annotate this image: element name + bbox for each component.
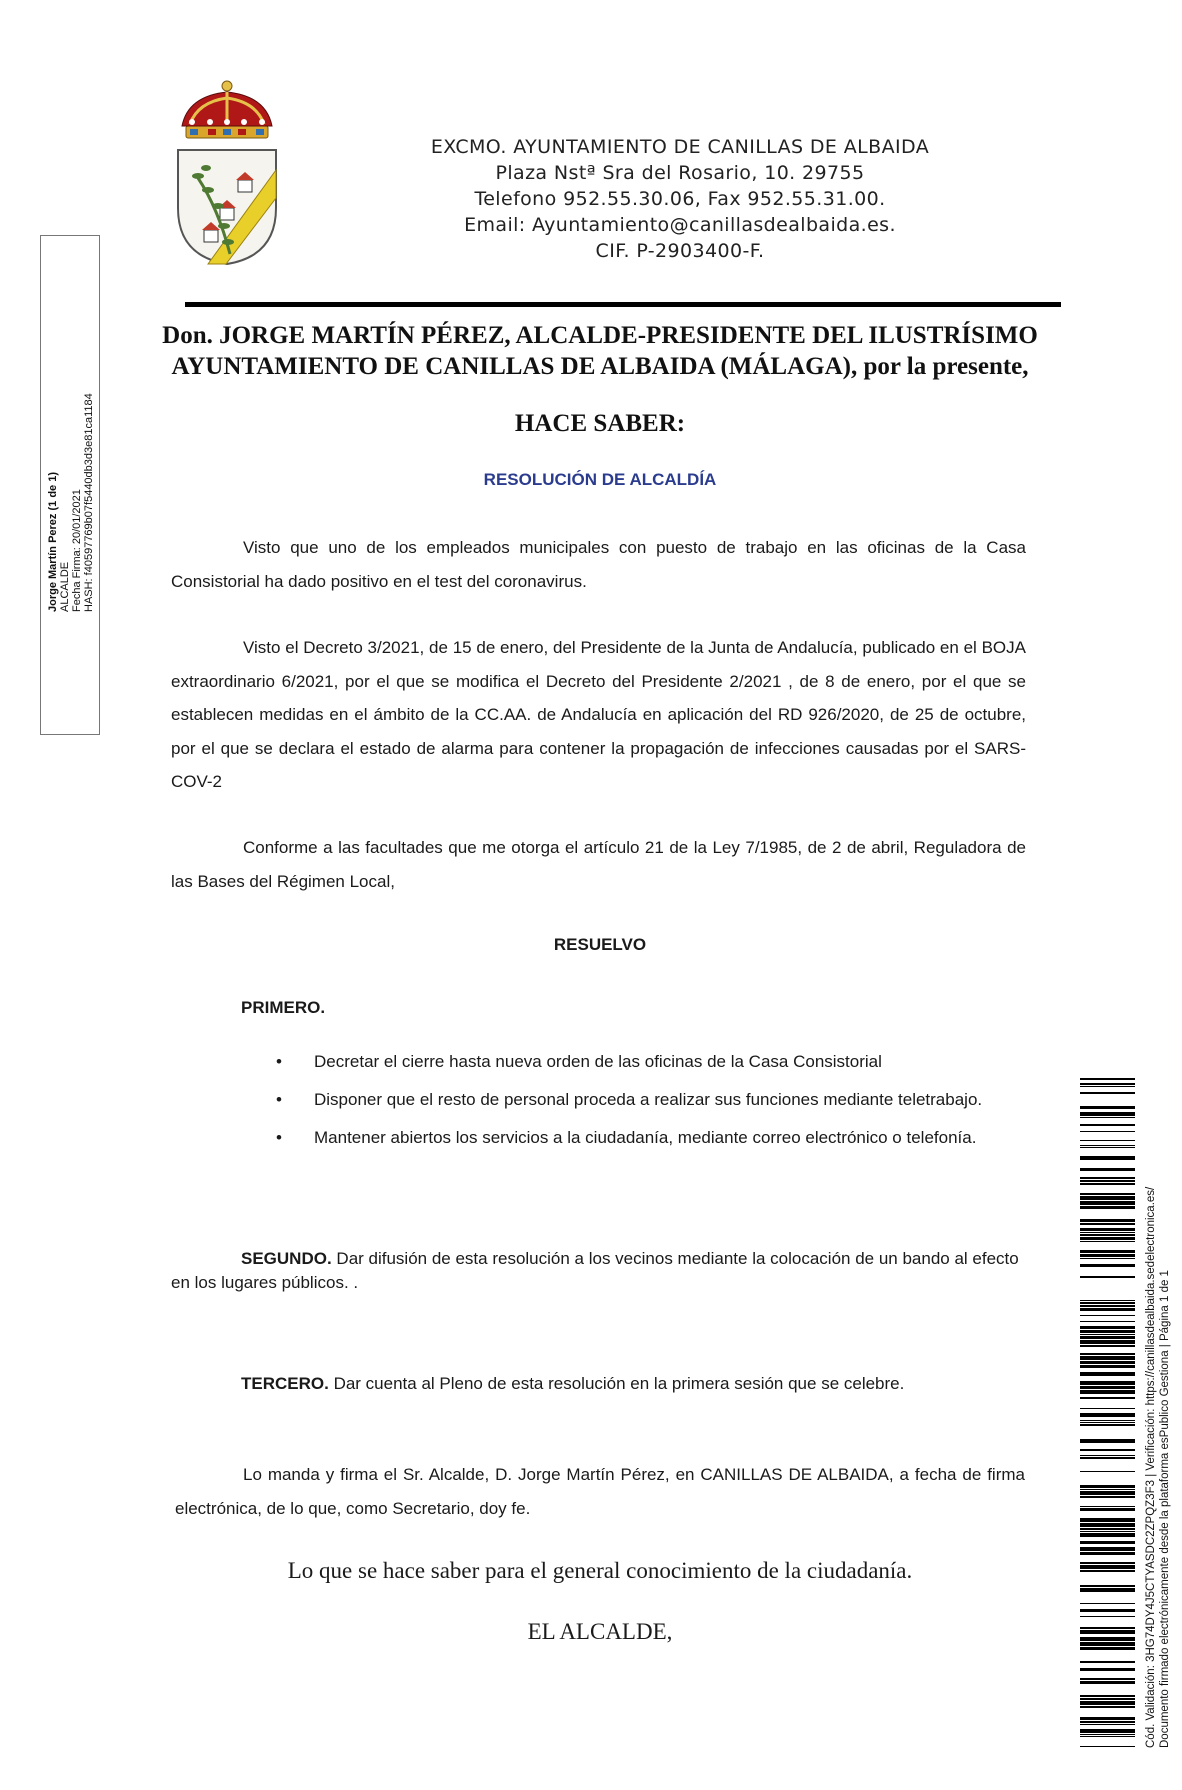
- paragraph-visto-decreto: Visto el Decreto 3/2021, de 15 de enero, del Presidente de la Junta de Andalucía, publicado en el BOJA extraordinario 6/2021, por el que se modifica el Decreto del Presidente 2/2021 , de 8 de enero, por el que se establecen medidas en el ámbito de la CC.AA. de Andalucía en aplicación del RD 926/2020, de 25 de octubre, por el que se declara el estado de alarma para contener la propagación de infecciones causadas por el SARS-COV-2: [171, 638, 1026, 791]
- coat-of-arms-logo: [168, 78, 286, 268]
- paragraph-lo-manda: Lo manda y firma el Sr. Alcalde, D. Jorge Martín Pérez, en CANILLAS DE ALBAIDA, a fecha de firma electrónica, de lo que, como Secretario, doy fe.: [175, 1465, 1025, 1518]
- signature-stamp-text: [47, 312, 95, 612]
- letterhead-title: EXCMO. AYUNTAMIENTO DE CANILLAS DE ALBAIDA: [430, 136, 930, 158]
- barcode-image: [1080, 1078, 1135, 1750]
- resolution-title: RESOLUCIÓN DE ALCALDÍA: [483, 470, 717, 489]
- hace-saber-title: HACE SABER:: [514, 410, 686, 437]
- segundo-text: Dar difusión de esta resolución a los vecinos mediante la colocación de un bando al efecto en los lugares públicos. .: [171, 1249, 1019, 1292]
- resuelvo-heading: RESUELVO: [553, 935, 647, 954]
- letterhead: [400, 134, 960, 264]
- signer-name: Jorge Martín Perez (1 de 1): [47, 472, 59, 612]
- paragraph-visto-empleado: Visto que uno de los empleados municipales con puesto de trabajo en las oficinas de la Casa Consistorial ha dado positivo en el test del coronavirus.: [171, 538, 1026, 591]
- tercero-text: Dar cuenta al Pleno de esta resolución en la primera sesión que se celebre.: [328, 1374, 905, 1393]
- primero-heading: PRIMERO.: [241, 998, 326, 1017]
- paragraph-segundo: [171, 1247, 1026, 1295]
- list-item-text: Mantener abiertos los servicios a la ciudadanía, mediante correo electrónico o telefonía.: [314, 1128, 977, 1147]
- letterhead-address: Plaza Nstª Sra del Rosario, 10. 29755: [495, 162, 865, 184]
- bullet-icon: •: [276, 1128, 282, 1147]
- header-divider: [185, 302, 1061, 307]
- tercero-label: TERCERO.: [241, 1374, 329, 1393]
- closing-statement: Lo que se hace saber para el general conocimiento de la ciudadanía.: [287, 1558, 913, 1583]
- list-item: [271, 1126, 1061, 1164]
- list-item-text: Decretar el cierre hasta nueva orden de las oficinas de la Casa Consistorial: [314, 1052, 882, 1071]
- signature-hash: HASH: f40597769b07f5440db3d3e81ca1184: [83, 393, 95, 612]
- primero-bullet-list: [271, 1050, 1061, 1164]
- list-item: [271, 1088, 1061, 1126]
- paragraph-tercero: [241, 1372, 1061, 1396]
- letterhead-cif: CIF. P-2903400-F.: [595, 240, 765, 262]
- bullet-icon: •: [276, 1090, 282, 1109]
- verification-footer: [1144, 1108, 1172, 1748]
- heading-line-1: Don. JORGE MARTÍN PÉREZ, ALCALDE-PRESIDENTE DEL ILUSTRÍSIMO: [162, 322, 1038, 349]
- document-heading: [160, 320, 1040, 382]
- signer-role: ALCALDE: [59, 561, 71, 612]
- list-item: [271, 1050, 1061, 1088]
- segundo-label: SEGUNDO.: [241, 1249, 332, 1268]
- letterhead-email: Email: Ayuntamiento@canillasdealbaida.es.: [464, 214, 896, 236]
- verification-code: Cód. Validación: 3HG74DY4J5CTYASDC2ZPQZ3F3 | Verificación: https://canillasdealbaida.sedelectronica.es/: [1145, 1186, 1157, 1748]
- bullet-icon: •: [276, 1052, 282, 1071]
- verification-platform: Documento firmado electrónicamente desde la plataforma esPublico Gestiona | Página 1 de 1: [1159, 1270, 1171, 1748]
- list-item-text: Disponer que el resto de personal proceda a realizar sus funciones mediante teletrabajo.: [314, 1090, 983, 1109]
- signature-date: Fecha Firma: 20/01/2021: [71, 489, 83, 612]
- heading-line-2: AYUNTAMIENTO DE CANILLAS DE ALBAIDA (MÁLAGA), por la presente,: [171, 353, 1029, 380]
- signature-title: EL ALCALDE,: [527, 1619, 673, 1644]
- letterhead-phone: Telefono 952.55.30.06, Fax 952.55.31.00.: [474, 188, 886, 210]
- paragraph-conforme: Conforme a las facultades que me otorga el artículo 21 de la Ley 7/1985, de 2 de abril, Reguladora de las Bases del Régimen Local,: [171, 838, 1026, 891]
